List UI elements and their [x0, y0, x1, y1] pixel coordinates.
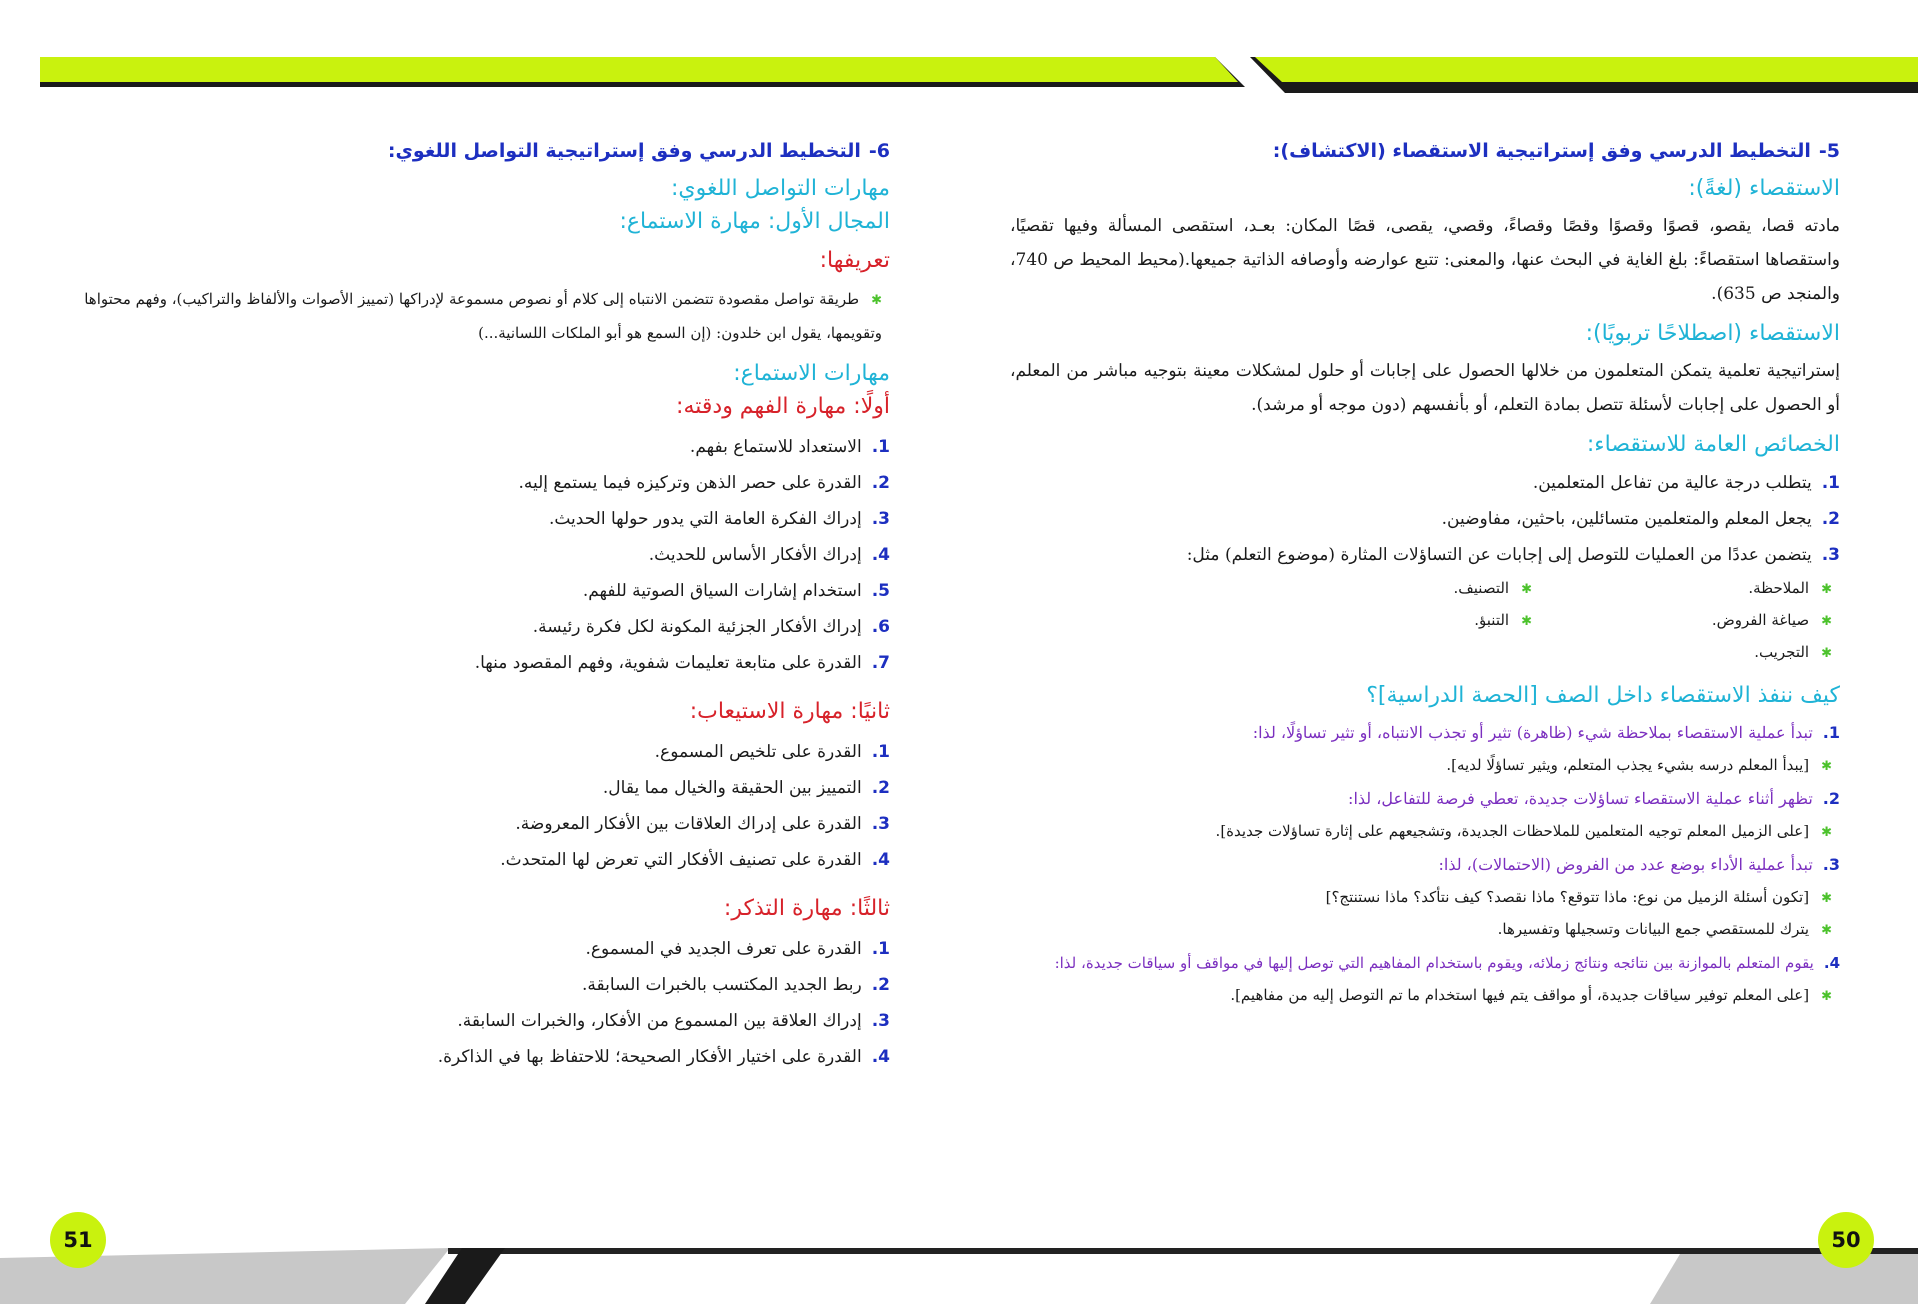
item-text: إدراك الأفكار الجزئية المكونة لكل فكرة رئيسة.: [532, 617, 862, 637]
process-text: التنبؤ.: [1474, 611, 1510, 629]
item-number: 1.: [871, 939, 890, 959]
processes-grid: [1010, 573, 1840, 669]
item-number: 5.: [871, 581, 890, 601]
item-number: 2.: [871, 975, 890, 995]
definition-list: [80, 283, 890, 349]
star-bullet-icon: ✱: [1821, 989, 1832, 1004]
list-item: [80, 465, 890, 501]
step-notes: [1010, 750, 1840, 782]
note-text: [تكون أسئلة الزميل من نوع: ماذا تتوقع؟ ماذا نقصد؟ كيف نتأكد؟ ماذا نستنتج؟]: [1325, 888, 1810, 906]
item-text: القدرة على اختيار الأفكار الصحيحة؛ للاحتفاظ بها في الذاكرة.: [437, 1047, 862, 1067]
list-item: [80, 573, 890, 609]
step-number: 2.: [1822, 789, 1840, 808]
item-number: 4.: [871, 1047, 890, 1067]
section-title-text: التخطيط الدرسي وفق إستراتيجية التواصل اللغوي:: [387, 140, 861, 162]
note-text: يترك للمستقصي جمع البيانات وتسجيلها وتفسيرها.: [1497, 920, 1810, 938]
item-text: القدرة على تلخيص المسموع.: [654, 742, 862, 762]
list-item: [1010, 750, 1832, 782]
step-number: 1.: [1822, 723, 1840, 742]
step-number: 4.: [1823, 954, 1840, 972]
list-item: [80, 842, 890, 878]
list-item: [80, 283, 882, 349]
star-bullet-icon: ✱: [1821, 923, 1832, 938]
step-number: 3.: [1822, 855, 1840, 874]
how-step: [1010, 848, 1840, 882]
list-item: [1010, 914, 1832, 946]
domain-heading: المجال الأول: مهارة الاستماع:: [619, 209, 890, 234]
list-item: [80, 770, 890, 806]
right-page: [1010, 140, 1840, 1012]
item-number: 1.: [1821, 473, 1840, 493]
item-text: القدرة على متابعة تعليمات شفوية، وفهم المقصود منها.: [474, 653, 862, 673]
how-heading: كيف ننفذ الاستقصاء داخل الصف [الحصة الدراسية]؟: [1366, 683, 1840, 708]
step-notes: [1010, 980, 1840, 1012]
first-skill-heading: أولًا: مهارة الفهم ودقته:: [676, 394, 890, 419]
how-step: [1010, 716, 1840, 750]
section-number: 6-: [868, 140, 890, 162]
process-text: الملاحظة.: [1748, 579, 1810, 597]
item-number: 4.: [871, 850, 890, 870]
item-text: يتضمن عددًا من العمليات للتوصل إلى إجابات عن التساؤلات المثارة (موضوع التعلم) مثل:: [1186, 545, 1812, 565]
list-item: [80, 1039, 890, 1075]
bottom-rule: [448, 1248, 1918, 1254]
list-item: [80, 429, 890, 465]
bottom-right-gray: [1650, 1254, 1918, 1304]
item-number: 3.: [871, 1011, 890, 1031]
lang-heading: الاستقصاء (لغةً):: [1688, 176, 1840, 201]
how-step: [1010, 946, 1840, 980]
step-text: تبدأ عملية الأداء بوضع عدد من الفروض (الاحتمالات)، لذا:: [1438, 855, 1813, 874]
item-number: 4.: [871, 545, 890, 565]
list-item: [1010, 882, 1832, 914]
item-text: إدراك الأفكار الأساس للحديث.: [648, 545, 862, 565]
section-6-title: [80, 140, 890, 162]
star-bullet-icon: ✱: [1521, 614, 1532, 629]
item-number: 2.: [871, 778, 890, 798]
list-item: [1010, 980, 1832, 1012]
list-item: [80, 967, 890, 1003]
process-text: صياغة الفروض.: [1711, 611, 1810, 629]
section-title-text: التخطيط الدرسي وفق إستراتيجية الاستقصاء (الاكتشاف):: [1272, 140, 1811, 162]
definition-text: طريقة تواصل مقصودة تتضمن الانتباه إلى كلام أو نصوص مسموعة لإدراكها (تمييز الأصوات والألفاظ والتراكيب)، وفهم محتواها وتقويمها، يقول ابن خلدون: (إن السمع هو أبو الملكات اللسانية...): [84, 290, 882, 342]
process-item: [1232, 573, 1532, 605]
skills-heading: مهارات التواصل اللغوي:: [670, 176, 890, 201]
star-bullet-icon: ✱: [1821, 646, 1832, 661]
step-text: يقوم المتعلم بالموازنة بين نتائجه ونتائج زملائه، ويقوم باستخدام المفاهيم التي توصل إليها في مواقف أو سياقات جديدة، لذا:: [1054, 954, 1814, 972]
list-item: [80, 931, 890, 967]
item-number: 2.: [1821, 509, 1840, 529]
process-item: [1232, 605, 1532, 637]
note-text: [على المعلم توفير سياقات جديدة، أو مواقف يتم فيها استخدام ما تم التوصل إليه من مفاهيم].: [1230, 986, 1810, 1004]
edu-heading: الاستقصاء (اصطلاحًا تربويًا):: [1585, 321, 1840, 346]
item-text: إدراك الفكرة العامة التي يدور حولها الحديث.: [548, 509, 862, 529]
star-bullet-icon: ✱: [1821, 891, 1832, 906]
page-number-left: 51: [50, 1212, 106, 1268]
item-number: 3.: [1821, 545, 1840, 565]
star-bullet-icon: ✱: [1521, 582, 1532, 597]
process-item: [1532, 637, 1832, 669]
item-number: 3.: [871, 814, 890, 834]
second-skill-list: [80, 734, 890, 878]
third-skill-heading: ثالثًا: مهارة التذكر:: [723, 896, 890, 921]
list-item: [80, 537, 890, 573]
page-number-right: 50: [1818, 1212, 1874, 1268]
list-item: [80, 609, 890, 645]
top-right-band: [1255, 57, 1918, 82]
second-skill-heading: ثانيًا: مهارة الاستيعاب:: [689, 699, 890, 724]
features-list: [1010, 465, 1840, 573]
first-skill-list: [80, 429, 890, 681]
item-text: ربط الجديد المكتسب بالخبرات السابقة.: [582, 975, 862, 995]
left-page: [80, 140, 890, 1075]
note-text: [على الزميل المعلم توجيه المتعلمين للملاحظات الجديدة، وتشجيعهم على إثارة تساؤلات جديدة].: [1215, 822, 1810, 840]
step-text: تبدأ عملية الاستقصاء بملاحظة شيء (ظاهرة) تثير أو تجذب الانتباه، أو تثير تساؤلًا، لذا:: [1252, 723, 1813, 742]
list-item: [1010, 537, 1840, 573]
lang-paragraph: مادته قصا، يقصو، قصوًا وقصوًا وقصًا وقصاءً، وقصي، يقصى، قصًا المكان: بعـد، استقصى المسألة وفيها تقصيًا، واستقصاها استقصاءً: بلغ الغاية في البحث عنها، والمعنى: تتبع عوارضه وأوصافه الذاتية جميعها.(محيط المحيط ص 740، والمنجد ص 635).: [1010, 216, 1840, 304]
star-bullet-icon: ✱: [1821, 582, 1832, 597]
item-text: إدراك العلاقة بين المسموع من الأفكار، والخبرات السابقة.: [457, 1011, 862, 1031]
item-text: التمييز بين الحقيقة والخيال مما يقال.: [602, 778, 862, 798]
list-item: [1010, 816, 1832, 848]
list-item: [80, 1003, 890, 1039]
edu-paragraph: إستراتيجية تعلمية يتمكن المتعلمون من خلالها الحصول على إجابات أو حلول لمشكلات معينة بتوجيه مباشر من المعلم، أو الحصول على إجابات لأسئلة تتصل بمادة التعلم، أو بأنفسهم (دون موجه أو مرشد).: [1010, 361, 1840, 415]
list-item: [80, 806, 890, 842]
star-bullet-icon: ✱: [1821, 759, 1832, 774]
item-text: يتطلب درجة عالية من تفاعل المتعلمين.: [1532, 473, 1812, 493]
list-item: [1010, 465, 1840, 501]
item-number: 7.: [871, 653, 890, 673]
process-text: التصنيف.: [1453, 579, 1510, 597]
process-item: [1532, 573, 1832, 605]
process-text: التجريب.: [1754, 643, 1810, 661]
star-bullet-icon: ✱: [1821, 825, 1832, 840]
listening-skills-heading: مهارات الاستماع:: [733, 361, 890, 386]
section-number: 5-: [1818, 140, 1840, 162]
item-text: القدرة على حصر الذهن وتركيزه فيما يستمع إليه.: [518, 473, 862, 493]
section-5-title: [1010, 140, 1840, 162]
item-text: القدرة على إدراك العلاقات بين الأفكار المعروضة.: [515, 814, 862, 834]
step-notes: [1010, 882, 1840, 946]
item-text: يجعل المعلم والمتعلمين متسائلين، باحثين، مفاوضين.: [1441, 509, 1812, 529]
star-bullet-icon: ✱: [1821, 614, 1832, 629]
item-number: 3.: [871, 509, 890, 529]
features-heading: الخصائص العامة للاستقصاء:: [1586, 432, 1840, 457]
top-left-band: [40, 57, 1238, 82]
item-text: القدرة على تعرف الجديد في المسموع.: [585, 939, 862, 959]
list-item: [80, 645, 890, 681]
list-item: [80, 734, 890, 770]
definition-heading: تعريفها:: [819, 248, 890, 273]
item-text: استخدام إشارات السياق الصوتية للفهم.: [582, 581, 862, 601]
item-number: 1.: [871, 437, 890, 457]
process-item: [1532, 605, 1832, 637]
item-number: 2.: [871, 473, 890, 493]
third-skill-list: [80, 931, 890, 1075]
list-item: [80, 501, 890, 537]
list-item: [1010, 501, 1840, 537]
item-text: القدرة على تصنيف الأفكار التي تعرض لها المتحدث.: [500, 850, 862, 870]
step-text: تظهر أثناء عملية الاستقصاء تساؤلات جديدة، تعطي فرصة للتفاعل، لذا:: [1348, 789, 1813, 808]
how-step: [1010, 782, 1840, 816]
item-number: 6.: [871, 617, 890, 637]
step-notes: [1010, 816, 1840, 848]
item-text: الاستعداد للاستماع بفهم.: [689, 437, 862, 457]
note-text: [يبدأ المعلم درسه بشيء يجذب المتعلم، ويثير تساؤلًا لديه].: [1446, 756, 1810, 774]
item-number: 1.: [871, 742, 890, 762]
star-bullet-icon: ✱: [871, 293, 882, 308]
